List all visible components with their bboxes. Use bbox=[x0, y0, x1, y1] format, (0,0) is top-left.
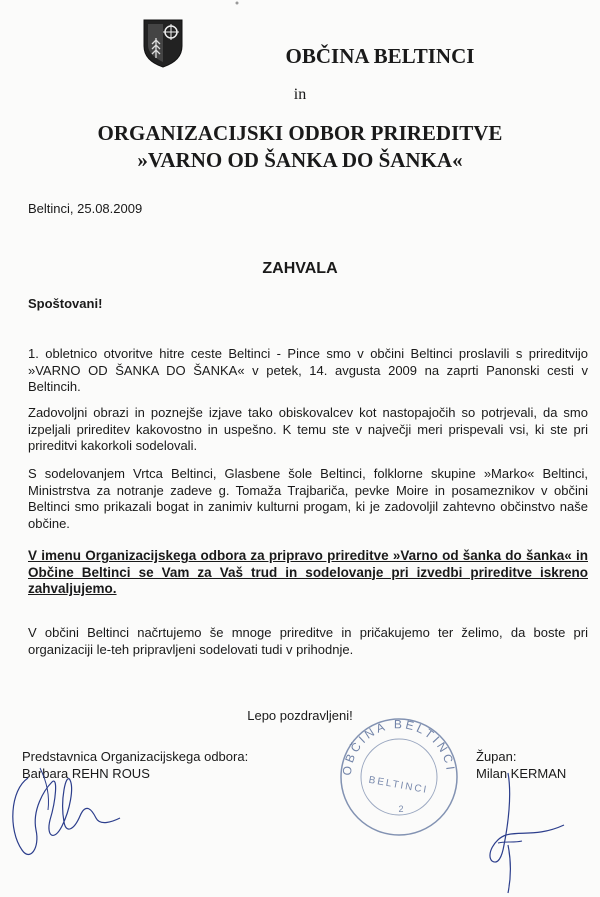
scan-speck bbox=[232, 0, 242, 6]
letter-date: Beltinci, 25.08.2009 bbox=[28, 201, 143, 216]
committee-title-line1: ORGANIZACIJSKI ODBOR PRIREDITVE bbox=[97, 121, 503, 145]
signature-right bbox=[468, 765, 578, 895]
salutation: Spoštovani! bbox=[28, 296, 103, 311]
signatory-left-title: Predstavnica Organizacijskega odbora: bbox=[22, 749, 249, 764]
stamp-number: 2 bbox=[398, 804, 404, 814]
paragraph: V občini Beltinci načrtujemo še mnoge prireditve in pričakujemo ter želimo, da boste pri organizaciji le-teh pripravljeni sodelovati tudi v prihodnje. bbox=[28, 625, 588, 657]
closing-greeting: Lepo pozdravljeni! bbox=[247, 708, 353, 723]
paragraph: S sodelovanjem Vrtca Beltinci, Glasbene šole Beltinci, folklorne skupine »Marko« Beltinci, Ministrstva za notranje zadeve g. Tomaža Trajbariča, pevke Moire in posameznikov v občini Beltinci smo prikazali bogat in zanimiv kulturni progam, ki je zadovoljil zahtevno občinstvo naše občine. bbox=[28, 466, 588, 531]
signatory-right-name: Milan KERMAN bbox=[476, 766, 567, 781]
thanks-paragraph: V imenu Organizacijskega odbora za pripravo prireditve »Varno od šanka do šanka« in Občine Beltinci se Vam za Vaš trud in sodelovanje pri izvedbi prireditve iskreno zahvaljujemo. bbox=[28, 548, 588, 596]
committee-title-line2: »VARNO OD ŠANKA DO ŠANKA« bbox=[137, 148, 463, 172]
conjunction: in bbox=[293, 86, 307, 103]
letter-heading: ZAHVALA bbox=[262, 260, 338, 277]
paragraph: 1. obletnico otvoritve hitre ceste Beltinci - Pince smo v občini Beltinci proslavili s prireditvijo »VARNO OD ŠANKA DO ŠANKA« v petek, 14. avgusta 2009 na zaprti Panonski cesti v Beltincih. bbox=[28, 346, 588, 394]
stamp-ring-text: OBČINA BELTINCI bbox=[339, 717, 458, 777]
municipality-name: OBČINA BELTINCI bbox=[285, 44, 475, 68]
signature-left bbox=[0, 760, 150, 870]
signatory-left-name: Barbara REHN ROUS bbox=[22, 766, 150, 781]
signatory-right-title: Župan: bbox=[476, 749, 517, 764]
paragraph: Zadovoljni obrazi in poznejše izjave tako obiskovalcev kot nastopajočih so potrjevali, da smo izpeljali prireditev kakovostno in uspešno. K temu ste v največji meri prispevali vsi, ki ste pri prireditvi kakorkoli sodelovali. bbox=[28, 405, 588, 453]
official-stamp bbox=[338, 716, 460, 838]
stamp-center-text: BELTINCI bbox=[367, 774, 430, 797]
committee-title bbox=[0, 120, 600, 174]
